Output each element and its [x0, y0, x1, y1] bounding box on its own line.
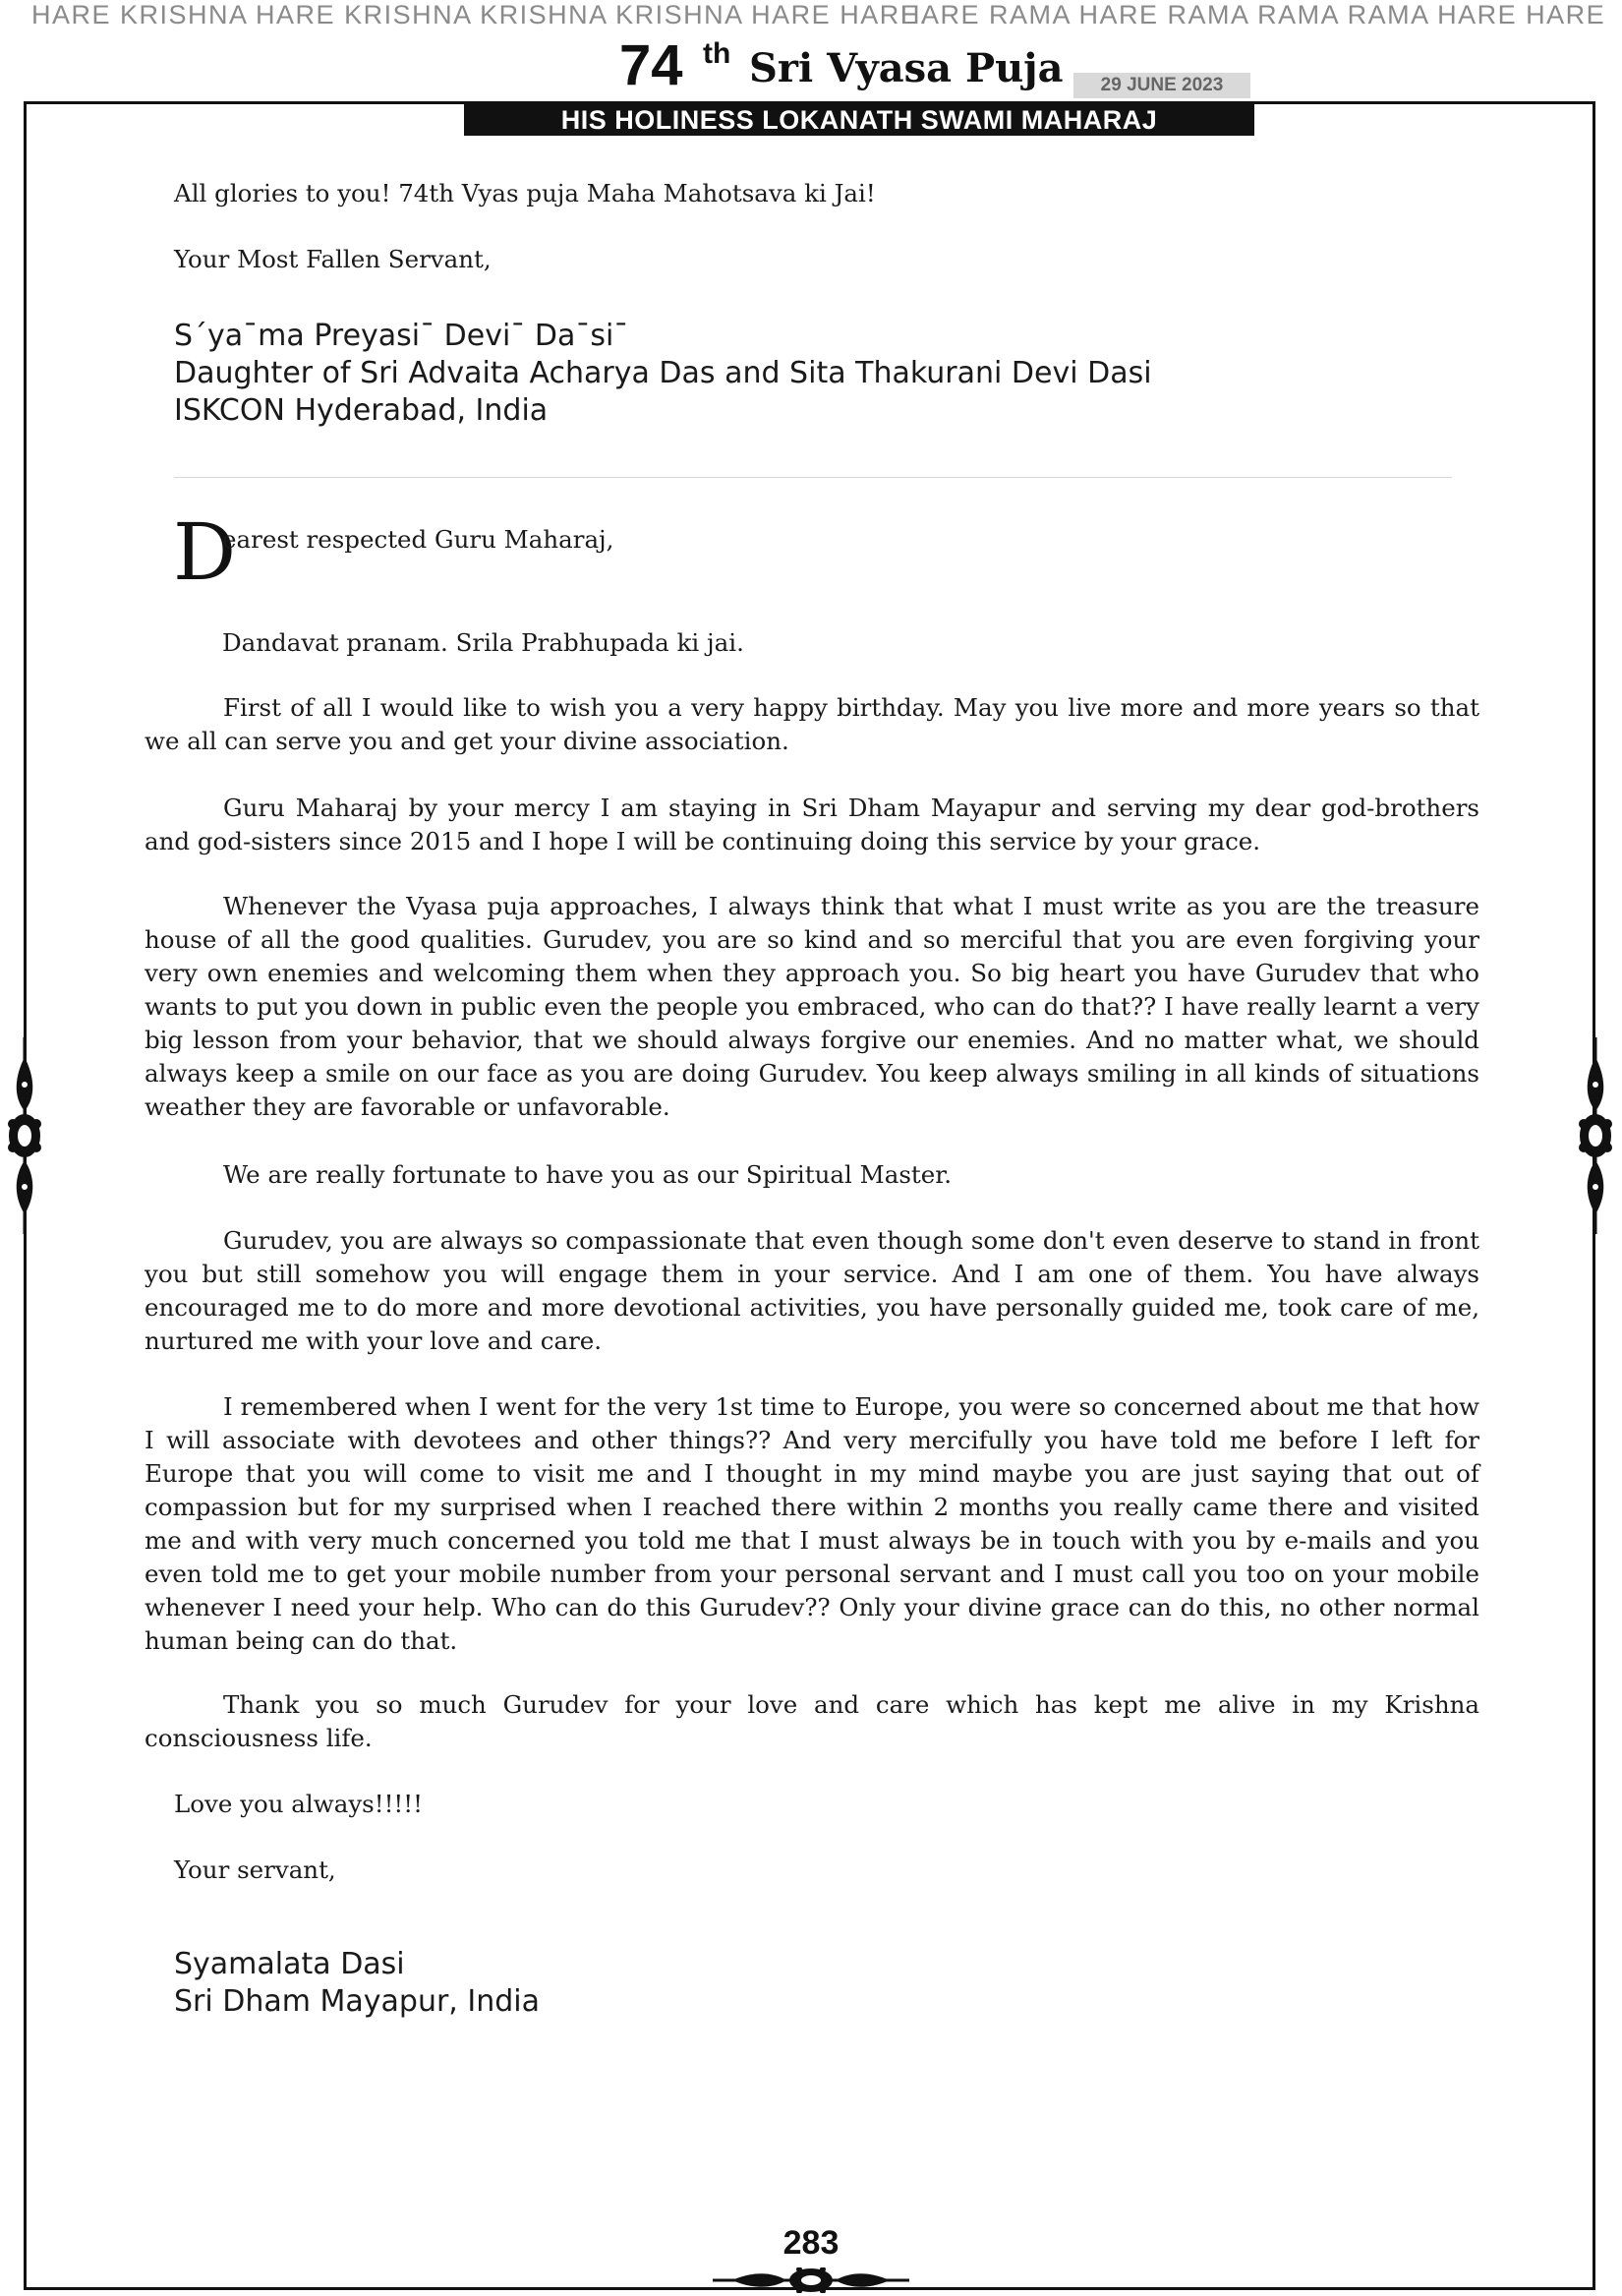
letter2-salutation: earest respected Guru Maharaj, — [222, 525, 614, 554]
letter2-paragraph-3: Whenever the Vyasa puja approaches, I always think that what I must write as you are the treasure house of all the good qualities. Gurudev, you are so kind and so merciful that you are even forgiving your very own enemies and welcoming them when they approach you. So big heart you have Gurudev that who wants to put you down in public even the people you embraced, who can do that?? I have really learnt a very big lesson from your behavior, that we should always forgive our enemies. And no matter what, we should always keep a smile on our face as you are doing Gurudev. You keep always smiling in all kinds of situations weather they are favorable or unfavorable. — [145, 892, 1479, 1121]
left-ornament-icon — [7, 1037, 42, 1234]
dropcap-letter: D — [173, 506, 237, 598]
edition-suffix: th — [703, 37, 731, 70]
masthead-title: Sri Vyasa Puja — [749, 45, 1064, 91]
letter2-signature-location: Sri Dham Mayapur, India — [174, 1984, 540, 2019]
letter1-valediction: Your Most Fallen Servant, — [174, 245, 492, 273]
bottom-ornament-icon — [713, 2267, 909, 2293]
letter2-paragraph-7: Thank you so much Gurudev for your love and care which has kept me alive in my Krishna consciousness life. — [145, 1690, 1479, 1752]
letter-divider — [174, 477, 1452, 478]
mantra-banner — [0, 0, 1622, 33]
letter1-signature-location: ISKCON Hyderabad, India — [174, 393, 549, 428]
letter1-signature-name: S´ya¯ma Preyasi¯ Devi¯ Da¯si¯ — [174, 319, 629, 353]
letter2-paragraph-6: I remembered when I went for the very 1st time to Europe, you were so concerned about me that how I will associate with devotees and other things?? And very mercifully you have told me before I left for Europe that you will come to visit me and I thought in my mind maybe you are just saying that out of compassion but for my surprised when I reached there within 2 months you really came there and visited me and with very much concerned you told me that I must always be in touch with you by e-mails and you even told me to get your mobile number from your personal servant and I must call you too on your mobile whenever I need your help. Who can do this Gurudev?? Only your divine grace can do this, no other normal human being can do that. — [145, 1392, 1479, 1655]
letter1-closing-line: All glories to you! 74th Vyas puja Maha Mahotsava ki Jai! — [174, 179, 876, 207]
letter2-closing: Love you always!!!!! — [174, 1790, 423, 1818]
edition-number: 74 — [619, 33, 683, 97]
page-number: 283 — [782, 2224, 840, 2262]
letter2-paragraph-2: Guru Maharaj by your mercy I am staying in Sri Dham Mayapur and serving my dear god-brothers and god-sisters since 2015 and I hope I will be continuing doing this service by your grace. — [145, 794, 1479, 855]
letter2-signature-name: Syamalata Dasi — [174, 1947, 405, 1981]
issue-date: 29 JUNE 2023 — [1073, 73, 1250, 98]
mantra-left: HARE KRISHNA HARE KRISHNA KRISHNA KRISHNA HARE HARE. — [31, 0, 929, 29]
right-ornament-icon — [1578, 1037, 1613, 1234]
masthead-subtitle-bar: HIS HOLINESS LOKANATH SWAMI MAHARAJ — [464, 104, 1254, 136]
mantra-right: HARE RAMA HARE RAMA RAMA RAMA HARE HARE — [900, 0, 1606, 29]
letter2-paragraph-1: First of all I would like to wish you a very happy birthday. May you live more and more years so that we all can serve you and get your divine association. — [145, 693, 1479, 755]
letter2-paragraph-4: We are really fortunate to have you as our Spiritual Master. — [223, 1160, 953, 1189]
letter2-valediction: Your servant, — [174, 1855, 336, 1884]
letter1-signature-relation: Daughter of Sri Advaita Acharya Das and Sita Thakurani Devi Dasi — [174, 356, 1152, 390]
masthead — [464, 33, 1254, 138]
letter2-greeting: Dandavat pranam. Srila Prabhupada ki jai. — [222, 628, 744, 657]
letter2-paragraph-5: Gurudev, you are always so compassionate that even though some don't even deserve to stand in front you but still somehow you will engage them in your service. And I am one of them. You have always encouraged me to do more and more devotional activities, you have personally guided me, took care of me, nurtured me with your love and care. — [145, 1226, 1479, 1355]
